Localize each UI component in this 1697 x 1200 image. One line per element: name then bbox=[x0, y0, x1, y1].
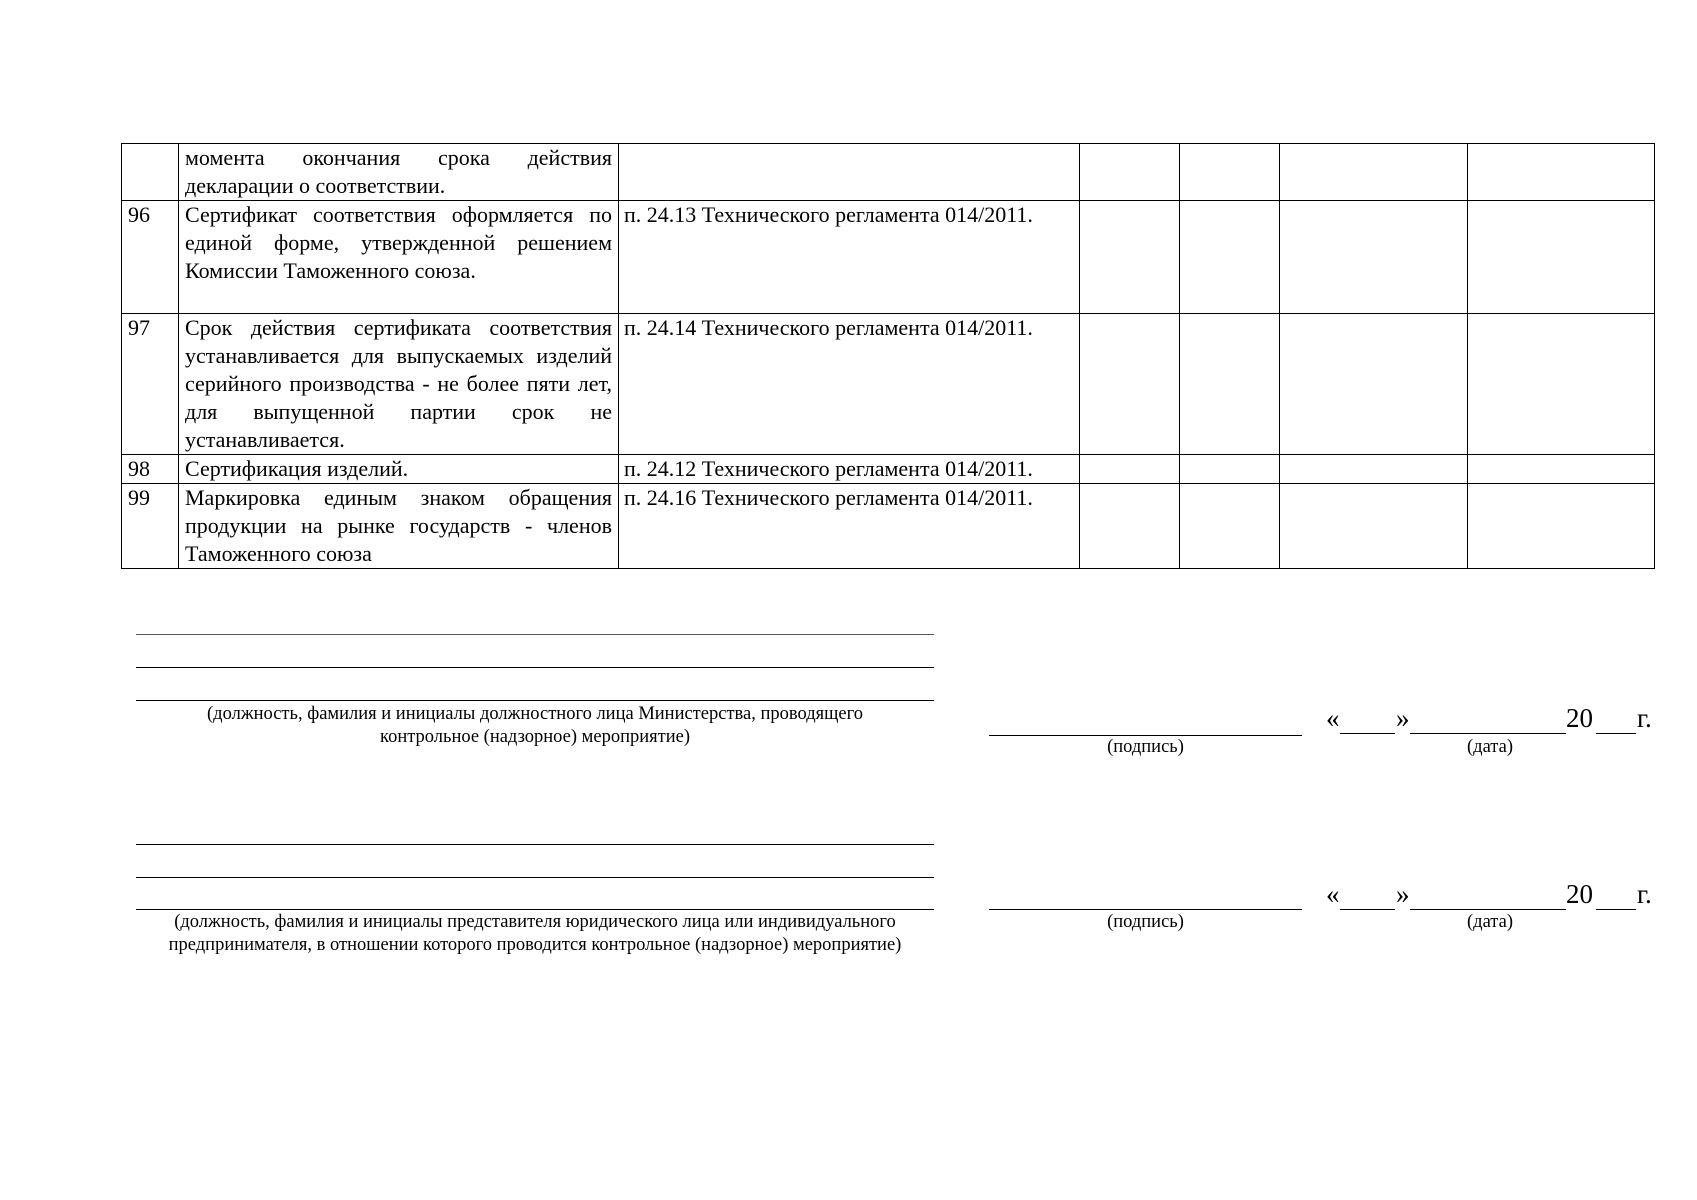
row-number: 97 bbox=[122, 314, 179, 455]
answer-no-cell bbox=[1180, 201, 1280, 314]
answer-not-applicable-cell bbox=[1280, 314, 1468, 455]
representative-caption bbox=[136, 911, 934, 957]
reference-text bbox=[619, 144, 1080, 201]
row-number: 98 bbox=[122, 455, 179, 484]
table-row bbox=[122, 314, 1655, 455]
representative-position-line bbox=[136, 844, 934, 845]
official-name-line bbox=[136, 667, 934, 668]
reference-text: п. 24.12 Технического регламента 014/2011. bbox=[619, 455, 1080, 484]
table-row bbox=[122, 144, 1655, 201]
table-row bbox=[122, 484, 1655, 569]
remarks-cell bbox=[1468, 201, 1655, 314]
requirement-text: Срок действия сертификата соответствия устанавливается для выпускаемых изделий серийного производства - не более пяти лет, для выпущенной партии срок не устанавливается. bbox=[179, 314, 619, 455]
representative-date-year-line bbox=[1596, 909, 1636, 910]
answer-no-cell bbox=[1180, 314, 1280, 455]
requirement-text: Сертификация изделий. bbox=[179, 455, 619, 484]
official-caption-line2: контрольное (надзорное) мероприятие) bbox=[380, 727, 690, 747]
official-caption bbox=[136, 703, 934, 749]
answer-not-applicable-cell bbox=[1280, 201, 1468, 314]
official-date-year-prefix: 20 bbox=[1566, 703, 1593, 733]
row-number: 99 bbox=[122, 484, 179, 569]
row-number bbox=[122, 144, 179, 201]
official-date-open-quote: « bbox=[1326, 703, 1340, 733]
representative-signature-caption: (подпись) bbox=[1107, 912, 1184, 932]
reference-text: п. 24.16 Технического регламента 014/2011. bbox=[619, 484, 1080, 569]
remarks-cell bbox=[1468, 314, 1655, 455]
official-date-year-suffix: г. bbox=[1637, 703, 1652, 733]
reference-text: п. 24.13 Технического регламента 014/2011. bbox=[619, 201, 1080, 314]
table-row bbox=[122, 455, 1655, 484]
answer-yes-cell bbox=[1080, 455, 1180, 484]
representative-date-month-line bbox=[1410, 909, 1566, 910]
official-date-close-quote: » bbox=[1396, 703, 1410, 733]
representative-signature-line bbox=[989, 909, 1302, 910]
reference-text: п. 24.14 Технического регламента 014/2011. bbox=[619, 314, 1080, 455]
representative-initials-line bbox=[136, 909, 934, 910]
representative-caption-line1: (должность, фамилия и инициалы представителя юридического лица или индивидуального bbox=[174, 912, 896, 932]
checklist-table bbox=[121, 143, 1655, 569]
answer-yes-cell bbox=[1080, 144, 1180, 201]
answer-no-cell bbox=[1180, 144, 1280, 201]
official-position-line bbox=[136, 634, 934, 635]
representative-date-close-quote: » bbox=[1396, 879, 1410, 909]
official-date-year-line bbox=[1596, 733, 1636, 734]
answer-yes-cell bbox=[1080, 201, 1180, 314]
answer-no-cell bbox=[1180, 484, 1280, 569]
table-row bbox=[122, 201, 1655, 314]
representative-date-caption: (дата) bbox=[1467, 912, 1513, 932]
official-signature-caption: (подпись) bbox=[1107, 737, 1184, 757]
official-date-day-line bbox=[1340, 733, 1395, 734]
remarks-cell bbox=[1468, 484, 1655, 569]
official-initials-line bbox=[136, 700, 934, 701]
answer-not-applicable-cell bbox=[1280, 484, 1468, 569]
official-date-month-line bbox=[1410, 733, 1566, 734]
official-date-caption: (дата) bbox=[1467, 737, 1513, 757]
requirement-text: Маркировка единым знаком обращения продукции на рынке государств - членов Таможенного союза bbox=[179, 484, 619, 569]
representative-date-open-quote: « bbox=[1326, 879, 1340, 909]
remarks-cell bbox=[1468, 144, 1655, 201]
answer-yes-cell bbox=[1080, 484, 1180, 569]
answer-not-applicable-cell bbox=[1280, 144, 1468, 201]
representative-date-year-suffix: г. bbox=[1637, 879, 1652, 909]
official-caption-line1: (должность, фамилия и инициалы должностного лица Министерства, проводящего bbox=[207, 704, 863, 724]
remarks-cell bbox=[1468, 455, 1655, 484]
row-number: 96 bbox=[122, 201, 179, 314]
representative-date-year-prefix: 20 bbox=[1566, 879, 1593, 909]
requirement-text: момента окончания срока действия декларации о соответствии. bbox=[179, 144, 619, 201]
requirement-text: Сертификат соответствия оформляется по единой форме, утвержденной решением Комиссии Таможенного союза. bbox=[179, 201, 619, 314]
representative-name-line bbox=[136, 877, 934, 878]
representative-caption-line2: предпринимателя, в отношении которого проводится контрольное (надзорное) мероприятие) bbox=[168, 935, 902, 955]
representative-date-day-line bbox=[1340, 909, 1395, 910]
answer-no-cell bbox=[1180, 455, 1280, 484]
answer-yes-cell bbox=[1080, 314, 1180, 455]
answer-not-applicable-cell bbox=[1280, 455, 1468, 484]
